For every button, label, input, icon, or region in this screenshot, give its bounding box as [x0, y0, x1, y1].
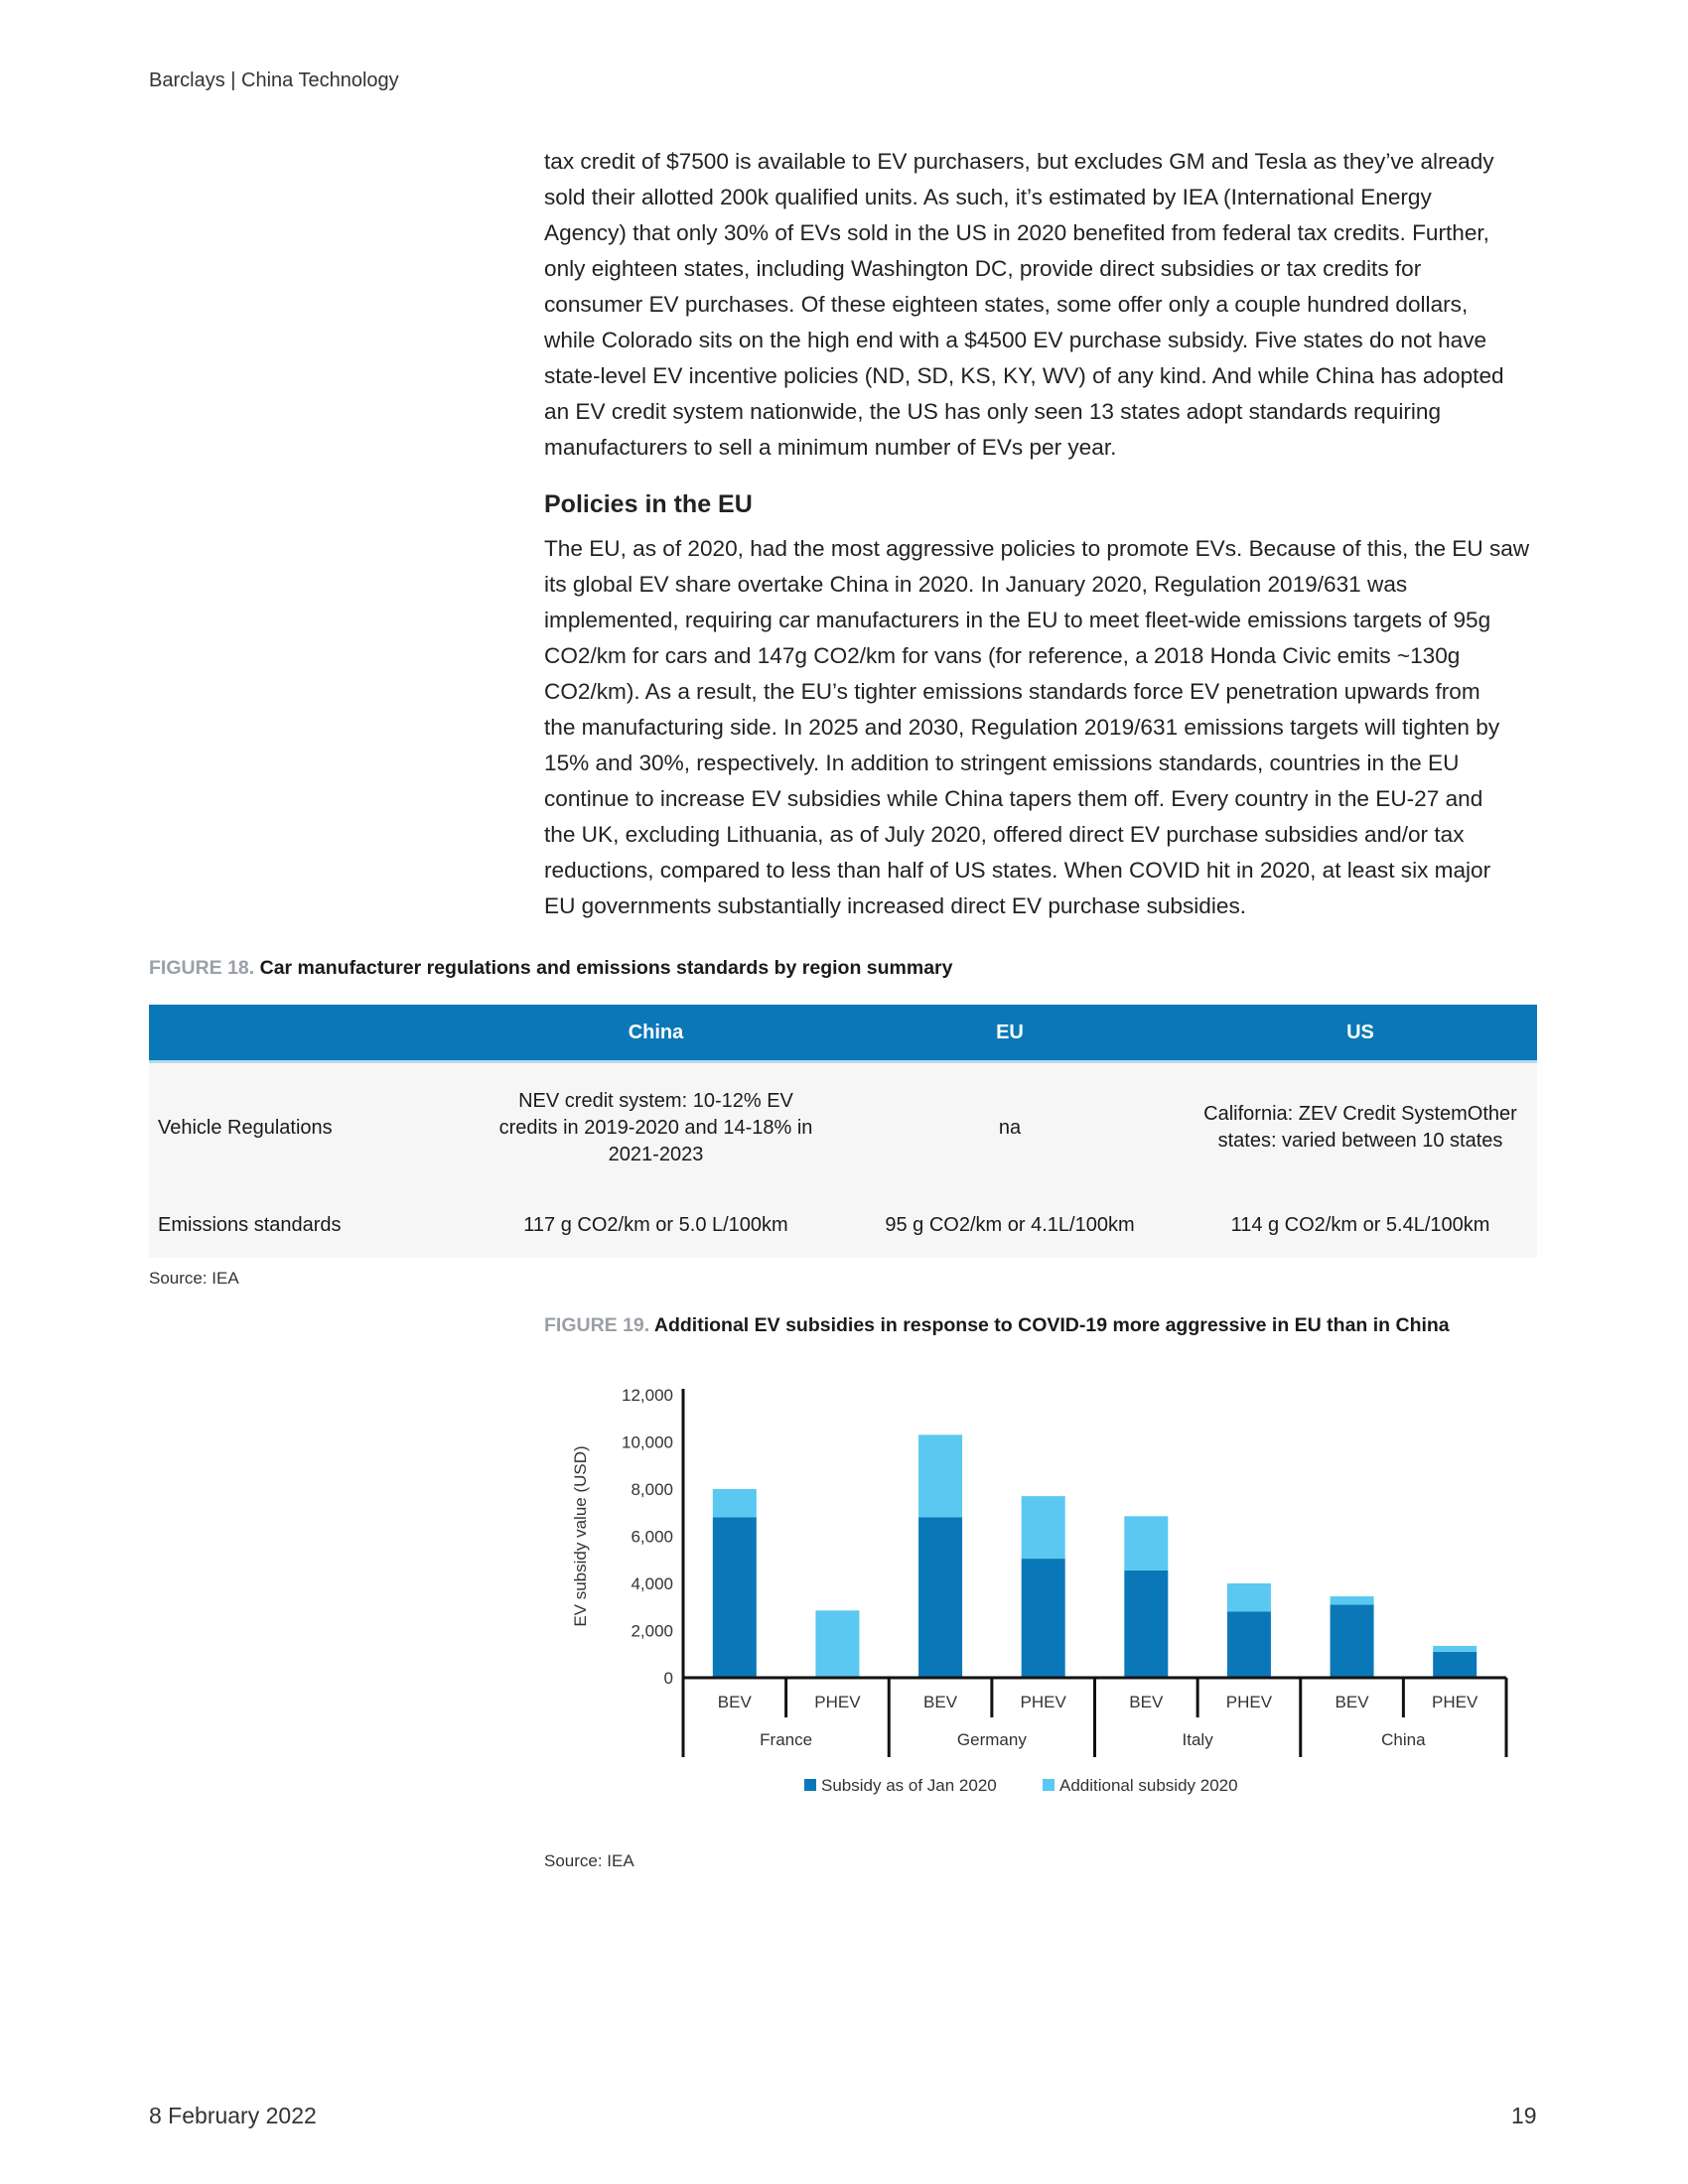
- bar-additional-2020: [815, 1610, 859, 1678]
- bar-jan-2020: [1227, 1612, 1271, 1679]
- cell-us: 114 g CO2/km or 5.4L/100km: [1230, 1213, 1490, 1236]
- row-label: Vehicle Regulations: [158, 1116, 333, 1139]
- paragraph-line: The EU, as of 2020, had the most aggressive policies to promote EVs. Because of this, the EU saw: [544, 536, 1530, 561]
- paragraph-line: Agency) that only 30% of EVs sold in the US in 2020 benefited from federal tax credits. Further,: [544, 220, 1489, 245]
- subsidy-chart-svg: [556, 1375, 1529, 1827]
- cell-us: California: ZEV Credit SystemOther states: varied between 10 states: [1203, 1103, 1517, 1152]
- figure-19-caption: Additional EV subsidies in response to COVID-19 more aggressive in EU than in China: [653, 1314, 1450, 1336]
- bar-additional-2020: [918, 1434, 962, 1517]
- y-axis-label: EV subsidy value (USD): [571, 1445, 590, 1627]
- cell-china: NEV credit system: 10-12% EV credits in 2019-2020 and 14-18% in 2021-2023: [498, 1089, 813, 1165]
- paragraph-line: tax credit of $7500 is available to EV purchasers, but excludes GM and Tesla as they’ve already: [544, 149, 1494, 174]
- paragraph-line: continue to increase EV subsidies while China tapers them off. Every country in the EU-27 and: [544, 786, 1483, 811]
- paragraph-line: EU governments substantially increased direct EV purchase subsidies.: [544, 893, 1247, 918]
- regulations-table: [149, 1005, 1537, 1258]
- footer-date: 8 February 2022: [149, 2103, 317, 2128]
- y-tick-label: 4,000: [631, 1574, 673, 1593]
- bar-jan-2020: [1022, 1559, 1065, 1678]
- group-label: France: [760, 1730, 813, 1749]
- cell-eu: na: [998, 1116, 1022, 1139]
- paragraph-line: reductions, compared to less than half of US states. When COVID hit in 2020, at least six major: [544, 858, 1491, 883]
- row-label: Emissions standards: [158, 1213, 342, 1236]
- y-tick-label: 2,000: [631, 1621, 673, 1641]
- x-tick-label: PHEV: [1432, 1693, 1478, 1711]
- x-tick-label: PHEV: [814, 1693, 861, 1711]
- figure-19-number: FIGURE 19.: [544, 1314, 650, 1336]
- legend-swatch: [804, 1779, 816, 1791]
- table-row: [149, 1062, 1537, 1193]
- bar-additional-2020: [1124, 1516, 1168, 1570]
- paragraph-line: CO2/km for cars and 147g CO2/km for vans (for reference, a 2018 Honda Civic emits ~130g: [544, 643, 1461, 668]
- cell-eu: 95 g CO2/km or 4.1L/100km: [885, 1213, 1135, 1236]
- eu-policies-section: [544, 490, 1537, 519]
- paragraph-line: the manufacturing side. In 2025 and 2030, Regulation 2019/631 emissions targets will tighten by: [544, 715, 1500, 740]
- y-tick-label: 8,000: [631, 1480, 673, 1499]
- y-tick-label: 10,000: [622, 1433, 673, 1452]
- bar-jan-2020: [918, 1518, 962, 1679]
- paragraph-line: state-level EV incentive policies (ND, SD, KS, KY, WV) of any kind. And while China has adopted: [544, 363, 1504, 388]
- report-header: Barclays | China Technology: [149, 69, 399, 91]
- bar-additional-2020: [1331, 1596, 1374, 1604]
- paragraph-line: sold their allotted 200k qualified units. As such, it’s estimated by IEA (International Energy: [544, 185, 1432, 209]
- figure-19-source: Source: IEA: [544, 1851, 634, 1870]
- bar-jan-2020: [1433, 1652, 1477, 1678]
- x-tick-label: PHEV: [1225, 1693, 1273, 1711]
- paragraph-line: 15% and 30%, respectively. In addition to stringent emissions standards, countries in the EU: [544, 751, 1460, 775]
- figure-18-title: [149, 957, 953, 980]
- x-tick-label: BEV: [1335, 1693, 1369, 1711]
- y-tick-label: 6,000: [631, 1527, 673, 1547]
- bar-jan-2020: [1124, 1570, 1168, 1678]
- x-tick-label: BEV: [717, 1693, 752, 1711]
- paragraph-line: while Colorado sits on the high end with a $4500 EV purchase subsidy. Five states do not have: [544, 328, 1487, 352]
- bar-additional-2020: [1433, 1646, 1477, 1652]
- paragraph-line: the UK, excluding Lithuania, as of July 2020, offered direct EV purchase subsidies and/or tax: [544, 822, 1465, 847]
- figure-18-number: FIGURE 18.: [149, 957, 255, 979]
- subsidy-chart: [556, 1375, 1529, 1827]
- group-label: Italy: [1182, 1730, 1213, 1749]
- eu-policies-paragraph: [544, 531, 1537, 924]
- paragraph-line: only eighteen states, including Washington DC, provide direct subsidies or tax credits for: [544, 256, 1422, 281]
- x-tick-label: BEV: [1129, 1693, 1164, 1711]
- column-header-us: US: [1184, 1005, 1537, 1062]
- bar-additional-2020: [1022, 1496, 1065, 1559]
- section-heading: Policies in the EU: [544, 490, 753, 518]
- group-label: Germany: [956, 1730, 1027, 1749]
- x-tick-label: BEV: [923, 1693, 958, 1711]
- x-tick-label: PHEV: [1020, 1693, 1066, 1711]
- table-header-row: [149, 1005, 1537, 1062]
- figure-18-caption: Car manufacturer regulations and emissions standards by region summary: [259, 957, 953, 979]
- figure-18-source: Source: IEA: [149, 1269, 239, 1288]
- column-header-china: China: [476, 1005, 836, 1062]
- bar-additional-2020: [1227, 1583, 1271, 1612]
- page-number: 19: [1511, 2103, 1537, 2128]
- cell-china: 117 g CO2/km or 5.0 L/100km: [523, 1213, 788, 1236]
- bar-jan-2020: [713, 1518, 757, 1679]
- y-tick-label: 12,000: [622, 1386, 673, 1405]
- column-header-blank: [149, 1005, 476, 1062]
- paragraph-line: consumer EV purchases. Of these eighteen states, some offer only a couple hundred dollars,: [544, 292, 1469, 317]
- paragraph-line: manufacturers to sell a minimum number of EVs per year.: [544, 435, 1117, 460]
- legend-label: Subsidy as of Jan 2020: [821, 1776, 997, 1795]
- paragraph-line: CO2/km). As a result, the EU’s tighter emissions standards force EV penetration upwards from: [544, 679, 1480, 704]
- paragraph-line: its global EV share overtake China in 2020. In January 2020, Regulation 2019/631 was: [544, 572, 1408, 597]
- figure-19-title: [544, 1314, 1450, 1337]
- intro-paragraph: [544, 144, 1537, 466]
- table-row: [149, 1192, 1537, 1258]
- legend-label: Additional subsidy 2020: [1059, 1776, 1238, 1795]
- bar-jan-2020: [1331, 1604, 1374, 1678]
- legend-swatch: [1043, 1779, 1055, 1791]
- group-label: China: [1381, 1730, 1426, 1749]
- bar-additional-2020: [713, 1489, 757, 1518]
- column-header-eu: EU: [836, 1005, 1184, 1062]
- paragraph-line: an EV credit system nationwide, the US has only seen 13 states adopt standards requiring: [544, 399, 1442, 424]
- y-tick-label: 0: [663, 1669, 673, 1688]
- paragraph-line: implemented, requiring car manufacturers in the EU to meet fleet-wide emissions targets of 95g: [544, 608, 1491, 632]
